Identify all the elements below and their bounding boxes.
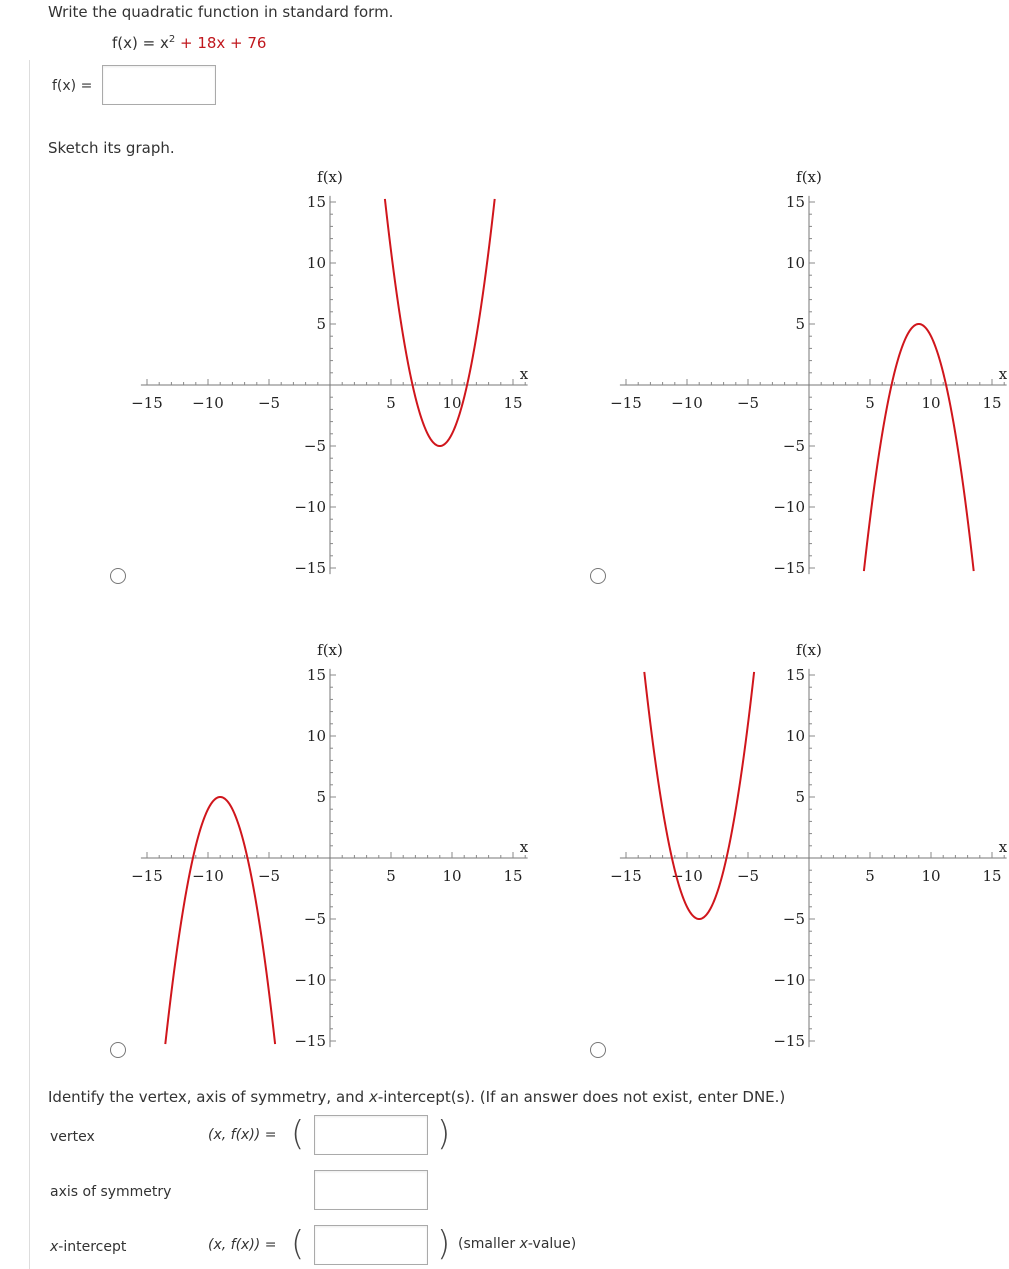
y-tick-label: −10 [294, 498, 326, 516]
y-tick-label: −15 [773, 1032, 805, 1050]
y-tick-label: −15 [294, 1032, 326, 1050]
x-tick-label: 10 [921, 867, 941, 885]
x-tick-label: −10 [192, 867, 224, 885]
x-tick-label: −15 [131, 867, 163, 885]
y-tick-label: 15 [785, 193, 805, 211]
x-tick-label: 5 [386, 394, 396, 412]
given-function: $f(x) = x^2 + 18x + 76$ [112, 34, 267, 52]
x-tick-label: 5 [386, 867, 396, 885]
x-tick-label: 10 [442, 867, 462, 885]
y-tick-label: −5 [782, 910, 805, 928]
parabola-curve [864, 324, 974, 571]
y-tick-label: 5 [316, 315, 326, 333]
vertex-label: vertex [50, 1129, 95, 1145]
x-intercept-input[interactable] [314, 1225, 428, 1265]
y-tick-label: 5 [795, 788, 805, 806]
vertex-close-paren: ) [437, 1114, 451, 1154]
x-tick-label: 5 [865, 394, 875, 412]
x-intercept-point-label: (x, f(x)) = [208, 1237, 277, 1253]
x-intercept-label: x-intercept [50, 1239, 127, 1255]
axis-of-symmetry-label: axis of symmetry [50, 1184, 172, 1200]
y-tick-label: −15 [773, 559, 805, 577]
x-tick-label: −15 [610, 867, 642, 885]
radio-option-1[interactable] [110, 568, 126, 584]
axis-of-symmetry-input[interactable] [314, 1170, 428, 1210]
y-tick-label: 15 [306, 666, 326, 684]
x-tick-label: −5 [736, 394, 760, 412]
y-tick-label: −5 [303, 437, 326, 455]
graph-option-4 [610, 641, 1008, 1050]
x-tick-label: −10 [671, 867, 703, 885]
x-tick-label: 15 [982, 867, 1002, 885]
x-axis-label: x [998, 365, 1008, 383]
y-tick-label: −15 [294, 559, 326, 577]
y-tick-label: −5 [782, 437, 805, 455]
x-tick-label: −10 [671, 394, 703, 412]
y-tick-label: −10 [773, 971, 805, 989]
x-axis-label: x [519, 365, 529, 383]
x-tick-label: 10 [921, 394, 941, 412]
radio-option-2[interactable] [590, 568, 606, 584]
y-tick-label: 15 [785, 666, 805, 684]
y-tick-label: 5 [795, 315, 805, 333]
vertex-point-label: (x, f(x)) = [208, 1127, 277, 1143]
y-tick-label: −10 [294, 971, 326, 989]
y-tick-label: 15 [306, 193, 326, 211]
x-tick-label: −5 [736, 867, 760, 885]
y-axis-label: f(x) [317, 168, 343, 186]
y-tick-label: 5 [316, 788, 326, 806]
smaller-x-value-note: (smaller x-value) [458, 1236, 577, 1252]
x-tick-label: −15 [610, 394, 642, 412]
y-tick-label: 10 [306, 254, 326, 272]
radio-option-4[interactable] [590, 1042, 606, 1058]
y-tick-label: −5 [303, 910, 326, 928]
x-tick-label: 15 [503, 867, 523, 885]
graph-option-1 [131, 168, 529, 577]
graph-option-2 [610, 168, 1008, 577]
x-tick-label: −15 [131, 394, 163, 412]
x-intercept-open-paren: ( [291, 1224, 305, 1264]
graph-option-3 [131, 641, 529, 1050]
x-tick-label: −10 [192, 394, 224, 412]
parabola-curve [165, 797, 275, 1044]
x-tick-label: −5 [257, 394, 281, 412]
y-tick-label: 10 [306, 727, 326, 745]
x-tick-label: −5 [257, 867, 281, 885]
question-instruction: Write the quadratic function in standard form. [48, 3, 394, 21]
y-axis-label: f(x) [317, 641, 343, 659]
x-axis-label: x [998, 838, 1008, 856]
standard-form-label: f(x) = [52, 78, 93, 94]
x-intercept-close-paren: ) [437, 1224, 451, 1264]
vertex-input[interactable] [314, 1115, 428, 1155]
y-tick-label: 10 [785, 254, 805, 272]
x-tick-label: 5 [865, 867, 875, 885]
vertex-open-paren: ( [291, 1114, 305, 1154]
x-tick-label: 15 [982, 394, 1002, 412]
y-axis-label: f(x) [796, 641, 822, 659]
y-axis-label: f(x) [796, 168, 822, 186]
identify-instruction: Identify the vertex, axis of symmetry, and x-intercept(s). (If an answer does not exist, enter DNE.) [48, 1088, 786, 1106]
radio-option-3[interactable] [110, 1042, 126, 1058]
parabola-curve [385, 199, 495, 446]
y-tick-label: −10 [773, 498, 805, 516]
sketch-label: Sketch its graph. [48, 139, 175, 157]
y-tick-label: 10 [785, 727, 805, 745]
x-tick-label: 15 [503, 394, 523, 412]
x-axis-label: x [519, 838, 529, 856]
x-tick-label: 10 [442, 394, 462, 412]
